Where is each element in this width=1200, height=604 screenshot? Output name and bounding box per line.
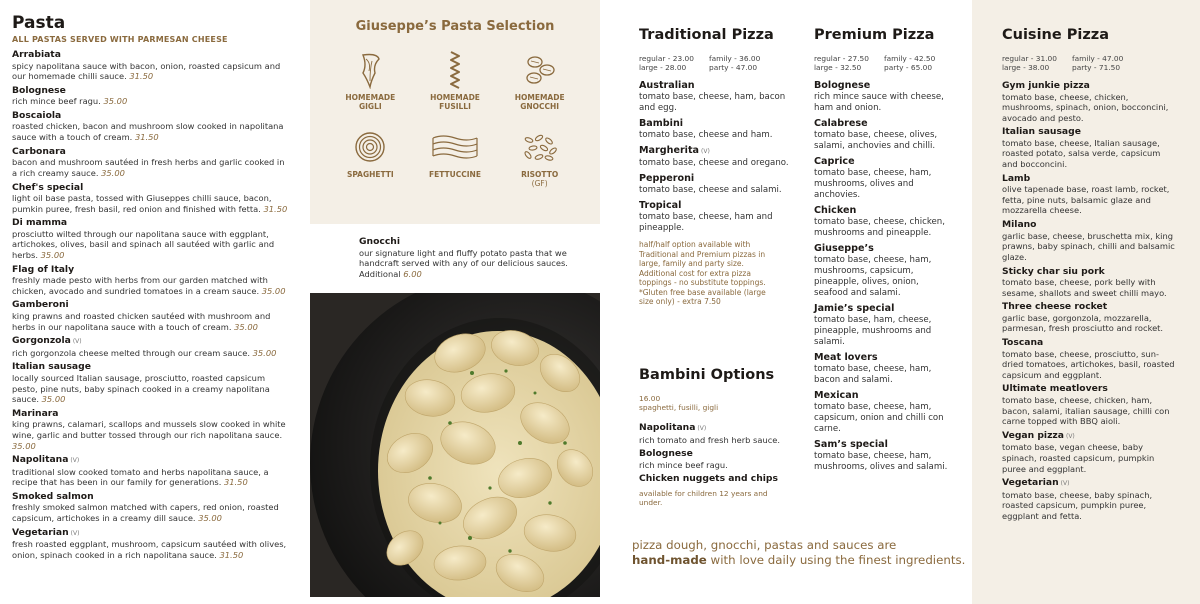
pasta-type-spaghetti <box>328 127 413 188</box>
item-name: Gamberoni <box>12 299 69 311</box>
price-regular: regular - 23.00 <box>639 54 694 63</box>
item-desc: roasted chicken, bacon and mushroom slow cooked in napolitana sauce with a touch of cream. 31.50 <box>12 121 284 143</box>
menu-item <box>639 145 799 169</box>
menu-item <box>1002 219 1178 262</box>
item-name: Giuseppe’s <box>814 243 874 254</box>
menu-item <box>814 118 954 152</box>
pasta-type-grid <box>328 50 582 188</box>
bambini-list <box>639 422 789 485</box>
menu-item <box>12 49 292 82</box>
item-name: Gnocchi <box>359 236 400 247</box>
item-name: Napolitana (V) <box>12 454 80 466</box>
cuisine-pizza <box>972 0 1200 604</box>
item-name: Mexican <box>814 390 859 401</box>
premium-prices <box>814 54 954 72</box>
item-desc: tomato base, cheese and salami. <box>639 185 782 195</box>
item-desc: prosciutto wilted through our napolitana sauce with eggplant, artichokes, olives, basil and spinach all sautéed with garlic and herbs. 35.00 <box>12 228 275 260</box>
item-desc: rich mince sauce with cheese, ham and onion. <box>814 92 944 113</box>
item-name: Italian sausage <box>12 361 91 373</box>
item-desc: our signature light and fluffy potato pasta that we handcraft served with any of our delicious sauces. Additional 6.00 <box>359 247 568 279</box>
pasta-selection-panel <box>310 0 600 224</box>
cuisine-title: Cuisine Pizza <box>1002 27 1110 43</box>
item-name: Lamb <box>1002 172 1031 184</box>
pasta-type-label: HOMEMADE GIGLI <box>345 93 396 111</box>
cuisine-list <box>1002 80 1178 521</box>
item-name: Chicken nuggets and chips <box>639 473 778 485</box>
item-desc: freshly smoked salmon matched with capers, red onion, roasted capsicum, artichokes in a creamy dill sauce. 35.00 <box>12 502 279 524</box>
item-name: Calabrese <box>814 118 868 129</box>
price-family: family - 36.00 <box>709 54 761 63</box>
traditional-title: Traditional Pizza <box>639 27 774 43</box>
pasta-type-fusilli <box>413 50 498 111</box>
menu-item <box>814 243 954 299</box>
item-desc: king prawns, calamari, scallops and mussels slow cooked in white wine, garlic and butter tossed through our rich napolitana sauce. 35.00 <box>12 419 286 451</box>
item-desc: tomato base, cheese, ham, capsicum, onion and chilli con carne. <box>814 402 944 434</box>
premium-pizza <box>814 26 954 477</box>
item-desc: garlic base, cheese, bruschetta mix, king prawns, baby spinach, chilli and balsamic glaze. <box>1002 230 1175 262</box>
item-desc: tomato base, vegan cheese, baby spinach, roasted capsicum, pumpkin puree and eggplant. <box>1002 442 1155 474</box>
item-desc: freshly made pesto with herbs from our garden matched with chicken, avocado and sundried tomatoes in a cream sauce. 35.00 <box>12 275 286 296</box>
menu-item <box>639 80 799 114</box>
item-price: 35.00 <box>12 440 36 451</box>
menu-item <box>639 173 799 196</box>
item-price: 35.00 <box>252 347 277 358</box>
menu-item <box>814 205 954 239</box>
item-name: Di mamma <box>12 217 68 229</box>
menu-item <box>12 527 292 561</box>
item-desc: tomato base, cheese, ham, mushrooms, olives and anchovies. <box>814 168 932 200</box>
pasta-type-label: FETTUCCINE <box>429 170 481 179</box>
item-name: Arrabiata <box>12 49 61 60</box>
item-name: Meat lovers <box>814 352 878 363</box>
pasta-list <box>12 49 292 560</box>
menu-item <box>639 448 789 470</box>
bambini-price: 16.00 <box>639 394 661 403</box>
item-price: 35.00 <box>103 96 128 107</box>
menu-item <box>12 361 292 404</box>
tagline: pizza dough, gnocchi, pastas and sauces are hand-made with love daily using the finest ingredients. <box>632 538 966 567</box>
pasta-type-fettuccine <box>413 127 498 188</box>
item-name: Australian <box>639 80 695 91</box>
price-party: party - 47.00 <box>709 63 758 72</box>
menu-item <box>1002 266 1178 299</box>
item-desc: spicy napolitana sauce with bacon, onion, roasted capsicum and our homemade chilli sauce. 31.50 <box>12 60 281 82</box>
price-large: large - 38.00 <box>1002 63 1050 72</box>
item-name: Tropical <box>639 200 682 211</box>
bambini-availability: available for children 12 years and under. <box>639 488 768 508</box>
item-desc: olive tapenade base, roast lamb, rocket, fetta, pine nuts, balsamic glaze and mozzarella cheese. <box>1002 184 1170 216</box>
spaghetti-icon <box>328 127 413 167</box>
item-name: Flag of Italy <box>12 263 75 275</box>
traditional-list <box>639 80 799 234</box>
item-name: Three cheese rocket <box>1002 301 1108 313</box>
menu-item <box>1002 80 1178 123</box>
menu-item <box>814 156 954 201</box>
fusilli-icon <box>413 50 498 90</box>
item-name: Gorgonzola (V) <box>12 335 82 347</box>
menu-item <box>1002 383 1178 426</box>
gnocchi-icon <box>497 50 582 90</box>
item-desc: tomato base, cheese, pork belly with sesame, shallots and sweet chilli mayo. <box>1002 277 1167 298</box>
price-regular: regular - 27.50 <box>814 54 869 63</box>
item-desc: rich tomato and fresh herb sauce. <box>639 434 781 445</box>
menu-item <box>639 200 799 234</box>
item-name: Gym junkie pizza <box>1002 80 1090 91</box>
item-name: Sticky char siu pork <box>1002 265 1105 277</box>
pasta-type-label: HOMEMADE GNOCCHI <box>514 93 565 111</box>
pasta-subtitle: ALL PASTAS SERVED WITH PARMESAN CHEESE <box>12 35 228 44</box>
traditional-prices <box>639 54 799 72</box>
menu-item <box>12 264 292 297</box>
item-price: 31.50 <box>129 71 154 82</box>
item-name: Jamie’s special <box>814 303 895 314</box>
bambini-pasta-types: spaghetti, fusilli, gigli <box>639 403 719 412</box>
bambini-title: Bambini Options <box>639 367 775 383</box>
menu-item <box>639 422 789 445</box>
price-large: large - 28.00 <box>639 63 687 72</box>
price-large: large - 32.50 <box>814 63 862 72</box>
item-price: 31.50 <box>223 477 248 488</box>
menu-item <box>1002 301 1178 334</box>
cuisine-prices <box>1002 54 1178 72</box>
item-name: Marinara <box>12 407 59 419</box>
item-name: Bolognese <box>639 448 693 460</box>
item-name: Caprice <box>814 156 855 167</box>
item-name: Bolognese <box>814 80 871 91</box>
item-name: Sam’s special <box>814 439 888 450</box>
item-price: 31.50 <box>263 203 288 214</box>
item-price: 35.00 <box>101 167 125 178</box>
price-family: family - 47.00 <box>1072 54 1124 63</box>
vegetarian-tag: (V) <box>697 425 707 432</box>
item-price: 31.50 <box>219 549 244 560</box>
vegetarian-tag: (V) <box>70 457 80 465</box>
item-desc: tomato base, cheese, ham, bacon and egg. <box>639 92 786 113</box>
item-name: Smoked salmon <box>12 490 94 502</box>
vegetarian-tag: (V) <box>70 529 80 537</box>
pasta-type-gnocchi <box>497 50 582 111</box>
risotto-icon <box>497 127 582 167</box>
item-name: Boscaiola <box>12 109 62 121</box>
menu-item <box>12 491 292 524</box>
item-name: Milano <box>1002 219 1037 231</box>
pizza-section <box>600 0 972 604</box>
pasta-title: Pasta <box>12 13 66 33</box>
menu-item <box>639 118 799 141</box>
menu-item <box>12 217 292 260</box>
item-price: 35.00 <box>40 250 65 260</box>
premium-title: Premium Pizza <box>814 27 935 43</box>
item-price: 35.00 <box>234 321 258 332</box>
gnocchi-photo <box>310 293 600 597</box>
menu-item <box>12 85 292 107</box>
menu-item <box>12 146 292 179</box>
menu-item <box>639 473 789 485</box>
item-desc: bacon and mushroom sautéed in fresh herbs and garlic cooked in a rich creamy sauce. 35.00 <box>12 157 285 178</box>
menu-item <box>814 352 954 386</box>
vegetarian-tag: (V) <box>72 338 82 346</box>
item-desc: traditional slow cooked tomato and herbs napolitana sauce, a recipe that has been in our family for generations. 31.50 <box>12 466 269 488</box>
item-desc: tomato base, cheese, baby spinach, roasted capsicum, pumpkin puree, eggplant and fetta. <box>1002 489 1153 521</box>
item-name: Vegetarian (V) <box>12 526 80 538</box>
item-name: Chef's special <box>12 181 84 193</box>
menu-item <box>1002 126 1178 169</box>
item-price: 6.00 <box>403 268 422 279</box>
item-desc: tomato base, cheese, ham, bacon and salami. <box>814 364 932 385</box>
item-name: Napolitana (V) <box>639 422 707 433</box>
pasta-type-label: SPAGHETTI <box>346 170 394 179</box>
item-desc: tomato base, ham, cheese, pineapple, mushrooms and salami. <box>814 315 932 347</box>
item-desc: rich mince beef ragu. 35.00 <box>12 96 128 107</box>
menu-item <box>814 80 954 114</box>
item-name: Italian sausage <box>1002 126 1081 138</box>
menu-item <box>12 110 292 143</box>
item-price: 35.00 <box>198 513 222 524</box>
item-name: Margherita (V) <box>639 145 710 156</box>
pasta-type-sublabel: (GF) <box>531 179 548 188</box>
pasta-section <box>0 0 302 604</box>
bambini-options <box>639 366 789 508</box>
item-price: 35.00 <box>41 394 66 405</box>
gigli-icon <box>328 50 413 90</box>
item-desc: tomato base, cheese, ham, mushrooms, capsicum, pineapple, olives, onion, seafood and salami. <box>814 255 932 298</box>
pasta-type-risotto <box>497 127 582 188</box>
item-name: Pepperoni <box>639 173 695 184</box>
menu-item <box>12 299 292 332</box>
menu-item <box>12 182 292 215</box>
menu-item <box>12 408 292 451</box>
fettuccine-icon <box>413 127 498 167</box>
menu-item <box>1002 173 1178 216</box>
item-desc: garlic base, gorgonzola, mozzarella, parmesan, fresh prosciutto and rocket. <box>1002 312 1164 334</box>
pasta-type-gigli <box>328 50 413 111</box>
item-desc: tomato base, cheese and ham. <box>639 130 773 140</box>
item-name: Vegan pizza (V) <box>1002 429 1075 441</box>
item-desc: tomato base, cheese and oregano. <box>639 158 789 168</box>
item-desc: light oil base pasta, tossed with Giuseppes chilli sauce, bacon, pumkin puree, fresh basil, red onion and finished with fetta. 31.50 <box>12 193 288 214</box>
item-desc: tomato base, cheese, prosciutto, sun-dried tomatoes, artichokes, basil, roasted capsicum and eggplant. <box>1002 348 1175 380</box>
menu-item <box>1002 477 1178 521</box>
item-desc: tomato base, cheese, chicken, ham, bacon, salami, italian sausage, chilli con carne topped with BBQ aioli. <box>1002 394 1170 427</box>
item-desc: tomato base, cheese, chicken, mushrooms, spinach, onion, bocconcini, avocado and pesto. <box>1002 91 1169 123</box>
price-regular: regular - 31.00 <box>1002 54 1057 63</box>
menu-item <box>1002 430 1178 474</box>
item-desc: king prawns and roasted chicken sautéed with mushroom and herbs in our napolitana sauce with a touch of cream. 35.00 <box>12 310 271 332</box>
item-desc: tomato base, cheese, Italian sausage, roasted potato, salsa verde, capsicum and bocconcini. <box>1002 137 1161 170</box>
vegetarian-tag: (V) <box>701 148 710 155</box>
menu-item <box>814 390 954 435</box>
half-half-note: half/half option available with Traditional and Premium pizzas in large, family and party size. Additional cost for extra pizza toppings - no substitute toppings. *Gluten free base available (large size only) - extra 7.50 <box>639 240 766 306</box>
item-price: 31.50 <box>134 132 159 143</box>
item-name: Bolognese <box>12 84 66 96</box>
item-desc: tomato base, cheese, ham, mushrooms, olives and salami. <box>814 451 948 472</box>
item-name: Bambini <box>639 118 684 129</box>
price-family: family - 42.50 <box>884 54 936 63</box>
item-desc: tomato base, cheese, chicken, mushrooms and pineapple. <box>814 217 945 238</box>
item-name: Chicken <box>814 205 857 216</box>
menu-item <box>814 303 954 348</box>
vegetarian-tag: (V) <box>1060 480 1070 488</box>
traditional-pizza <box>639 26 799 307</box>
item-desc: rich mince beef ragu. <box>639 459 728 470</box>
price-party: party - 65.00 <box>884 63 933 72</box>
price-party: party - 71.50 <box>1072 63 1121 72</box>
gnocchi-item <box>359 236 595 279</box>
item-desc: tomato base, cheese, olives, salami, anchovies and chilli. <box>814 130 938 151</box>
menu-item <box>814 439 954 473</box>
item-desc: rich gorgonzola cheese melted through our cream sauce. 35.00 <box>12 347 277 358</box>
item-name: Toscana <box>1002 337 1044 349</box>
item-name: Vegetarian (V) <box>1002 477 1070 489</box>
pasta-type-label: HOMEMADE FUSILLI <box>430 93 480 111</box>
item-desc: fresh roasted eggplant, mushroom, capsicum sautéed with olives, onion, spinach cooked in a rich napolitana sauce. 31.50 <box>12 539 287 560</box>
item-name: Carbonara <box>12 145 66 157</box>
item-desc: tomato base, cheese, ham and pineapple. <box>639 212 773 233</box>
menu-item <box>12 335 292 358</box>
pasta-selection-title: Giuseppe’s Pasta Selection <box>355 19 555 34</box>
vegetarian-tag: (V) <box>1065 432 1075 440</box>
item-name: Ultimate meatlovers <box>1002 383 1108 395</box>
menu-item <box>12 454 292 488</box>
middle-section <box>302 0 600 604</box>
pasta-type-label: RISOTTO <box>521 170 559 179</box>
item-price: 35.00 <box>261 285 286 296</box>
premium-list <box>814 80 954 473</box>
item-desc: locally sourced Italian sausage, prosciutto, roasted capsicum pesto, pine nuts, baby spinach cooked in a creamy napolitana sauce. 35.00 <box>12 372 270 405</box>
menu-item <box>1002 337 1178 380</box>
